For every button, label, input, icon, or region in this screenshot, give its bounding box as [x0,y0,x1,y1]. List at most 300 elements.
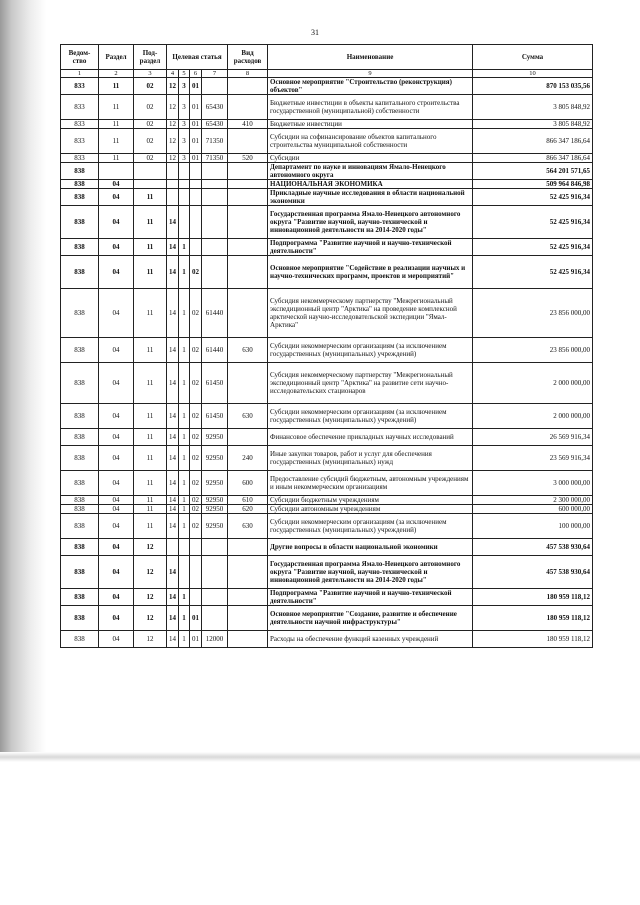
table-row [61,589,593,606]
header-vid-rashodov: Вид расходов [228,45,268,70]
table-row [61,404,593,429]
cell-cs-program: 12 [167,154,179,163]
col-number: 6 [190,70,202,78]
cell-vedomstvo: 838 [61,180,99,189]
cell-naimenovanie: Основное мероприятие "Содействие в реализации научных и научно-технических программ, проектов и мероприятий" [268,256,473,289]
cell-vedomstvo: 838 [61,163,99,180]
cell-summa: 509 964 846,98 [473,180,593,189]
cell-cs-direction: 92950 [202,514,228,539]
col-number: 2 [99,70,134,78]
cell-cs-direction: 71350 [202,154,228,163]
cell-cs-event: 02 [190,514,202,539]
cell-vedomstvo: 838 [61,496,99,505]
cell-cs-subprogram: 1 [179,514,190,539]
cell-summa: 600 000,00 [473,505,593,514]
cell-cs-program [167,180,179,189]
cell-cs-direction: 65430 [202,120,228,129]
cell-cs-subprogram: 1 [179,404,190,429]
cell-vid-rashodov [228,129,268,154]
cell-cs-event [190,589,202,606]
cell-vedomstvo: 833 [61,120,99,129]
cell-cs-event: 02 [190,505,202,514]
cell-cs-subprogram [179,163,190,180]
cell-cs-event: 02 [190,363,202,404]
cell-podrazdel: 02 [134,78,167,95]
cell-cs-direction: 65430 [202,95,228,120]
cell-summa: 457 538 930,64 [473,556,593,589]
cell-cs-subprogram: 1 [179,338,190,363]
cell-razdel: 04 [99,631,134,648]
cell-vid-rashodov [228,239,268,256]
cell-cs-program: 14 [167,363,179,404]
cell-cs-subprogram: 1 [179,471,190,496]
cell-naimenovanie: Основное мероприятие "Создание, развитие и обеспечение деятельности научной инфраструктуры" [268,606,473,631]
cell-vid-rashodov [228,180,268,189]
cell-cs-subprogram: 1 [179,589,190,606]
col-number: 7 [202,70,228,78]
table-row [61,154,593,163]
cell-razdel: 04 [99,404,134,429]
cell-cs-event: 01 [190,154,202,163]
cell-vid-rashodov: 630 [228,404,268,429]
column-number-row [61,70,593,78]
cell-cs-event [190,180,202,189]
col-number: 1 [61,70,99,78]
header-razdel: Раздел [99,45,134,70]
table-row [61,539,593,556]
cell-cs-program: 14 [167,429,179,446]
cell-podrazdel: 11 [134,363,167,404]
cell-cs-subprogram: 1 [179,631,190,648]
cell-cs-program [167,189,179,206]
cell-cs-subprogram: 1 [179,496,190,505]
cell-vedomstvo: 838 [61,239,99,256]
cell-vid-rashodov: 610 [228,496,268,505]
cell-cs-event [190,556,202,589]
table-row [61,180,593,189]
cell-naimenovanie: Субсидия некоммерческому партнерству "Межрегиональный экспедиционный центр "Арктика" на проведение комплексной арктической научно-исследовательской экспедиции "Ямал-Арктика" [268,289,473,338]
cell-cs-direction: 92950 [202,505,228,514]
table-row [61,514,593,539]
table-row [61,256,593,289]
header-vedomstvo: Ведом- ство [61,45,99,70]
cell-naimenovanie: Субсидии автономным учреждениям [268,505,473,514]
cell-vedomstvo: 838 [61,338,99,363]
header-celevaya-statya: Целевая статья [167,45,228,70]
cell-vedomstvo: 838 [61,505,99,514]
cell-razdel: 04 [99,256,134,289]
cell-podrazdel: 02 [134,120,167,129]
cell-naimenovanie: Подпрограмма "Развитие научной и научно-технической деятельности" [268,239,473,256]
cell-podrazdel: 11 [134,206,167,239]
cell-cs-program: 14 [167,631,179,648]
cell-summa: 2 000 000,00 [473,404,593,429]
cell-vid-rashodov [228,429,268,446]
cell-cs-event [190,539,202,556]
cell-podrazdel: 11 [134,404,167,429]
col-number: 5 [179,70,190,78]
cell-razdel [99,163,134,180]
cell-podrazdel: 12 [134,606,167,631]
cell-cs-program: 12 [167,78,179,95]
cell-cs-event: 02 [190,446,202,471]
scan-left-shadow [0,0,46,760]
cell-vid-rashodov [228,556,268,589]
cell-cs-event: 02 [190,338,202,363]
cell-cs-program: 14 [167,556,179,589]
cell-cs-event: 01 [190,631,202,648]
cell-cs-subprogram: 3 [179,120,190,129]
cell-naimenovanie: Другие вопросы в области национальной экономики [268,539,473,556]
cell-cs-direction: 12000 [202,631,228,648]
cell-cs-program: 12 [167,129,179,154]
cell-cs-program: 14 [167,496,179,505]
cell-cs-program: 14 [167,239,179,256]
cell-cs-subprogram [179,539,190,556]
cell-podrazdel: 11 [134,429,167,446]
cell-vedomstvo: 833 [61,95,99,120]
cell-razdel: 04 [99,429,134,446]
cell-vid-rashodov [228,256,268,289]
cell-cs-event: 01 [190,95,202,120]
cell-vid-rashodov: 240 [228,446,268,471]
page-number: 31 [311,28,319,37]
cell-summa: 23 856 000,00 [473,289,593,338]
scan-bottom-shadow [0,752,640,762]
cell-podrazdel: 11 [134,239,167,256]
cell-vedomstvo: 833 [61,129,99,154]
cell-naimenovanie: Бюджетные инвестиции в объекты капитального строительства государственной (муниципальной) собственности [268,95,473,120]
cell-razdel: 04 [99,556,134,589]
cell-summa: 52 425 916,34 [473,189,593,206]
cell-podrazdel: 02 [134,95,167,120]
table-row [61,120,593,129]
cell-vedomstvo: 838 [61,446,99,471]
cell-cs-event: 02 [190,289,202,338]
cell-cs-event: 02 [190,429,202,446]
cell-cs-direction: 61450 [202,404,228,429]
cell-vid-rashodov [228,363,268,404]
cell-vedomstvo: 838 [61,471,99,496]
cell-naimenovanie: Основное мероприятие "Строительство (реконструкция) объектов" [268,78,473,95]
cell-naimenovanie: Государственная программа Ямало-Ненецкого автономного округа "Развитие научной, научно-технической и инновационной деятельности на 2014-2020 годы" [268,556,473,589]
cell-razdel: 04 [99,514,134,539]
cell-cs-subprogram: 3 [179,78,190,95]
cell-podrazdel: 11 [134,289,167,338]
cell-vid-rashodov [228,631,268,648]
table-row [61,129,593,154]
table-row [61,471,593,496]
cell-cs-subprogram: 1 [179,363,190,404]
cell-podrazdel: 11 [134,505,167,514]
cell-cs-direction [202,606,228,631]
cell-summa: 564 201 571,65 [473,163,593,180]
cell-summa: 180 959 118,12 [473,631,593,648]
cell-vid-rashodov [228,163,268,180]
cell-summa: 52 425 916,34 [473,256,593,289]
cell-cs-program [167,539,179,556]
cell-vid-rashodov [228,589,268,606]
table-row [61,429,593,446]
cell-razdel: 04 [99,189,134,206]
cell-naimenovanie: Расходы на обеспечение функций казенных учреждений [268,631,473,648]
cell-razdel: 04 [99,496,134,505]
cell-vedomstvo: 838 [61,289,99,338]
cell-naimenovanie: Предоставление субсидий бюджетным, автономным учреждениям и иным некоммерческим организациям [268,471,473,496]
cell-cs-program: 14 [167,446,179,471]
cell-summa: 23 569 916,34 [473,446,593,471]
table-row [61,363,593,404]
cell-cs-event: 01 [190,606,202,631]
cell-cs-subprogram [179,556,190,589]
cell-cs-event: 02 [190,496,202,505]
cell-cs-direction [202,239,228,256]
cell-razdel: 04 [99,505,134,514]
cell-vid-rashodov [228,539,268,556]
cell-cs-program [167,163,179,180]
cell-cs-subprogram: 3 [179,95,190,120]
cell-summa: 866 347 186,64 [473,154,593,163]
cell-razdel: 11 [99,154,134,163]
cell-cs-subprogram: 1 [179,429,190,446]
cell-cs-direction: 92950 [202,429,228,446]
cell-vedomstvo: 838 [61,514,99,539]
cell-podrazdel [134,180,167,189]
table-body [61,78,593,648]
cell-naimenovanie: Субсидии [268,154,473,163]
cell-cs-event: 02 [190,471,202,496]
cell-summa: 100 000,00 [473,514,593,539]
cell-naimenovanie: Финансовое обеспечение прикладных научных исследований [268,429,473,446]
cell-cs-subprogram: 1 [179,256,190,289]
cell-summa: 180 959 118,12 [473,606,593,631]
cell-vid-rashodov [228,95,268,120]
cell-summa: 52 425 916,34 [473,239,593,256]
cell-cs-subprogram: 3 [179,154,190,163]
cell-cs-event: 01 [190,78,202,95]
cell-razdel: 11 [99,120,134,129]
cell-razdel: 04 [99,206,134,239]
table-row [61,239,593,256]
table-row [61,163,593,180]
cell-summa: 3 805 848,92 [473,95,593,120]
table-row [61,78,593,95]
cell-naimenovanie: Департамент по науке и инновациям Ямало-Ненецкого автономного округа [268,163,473,180]
cell-cs-subprogram: 1 [179,289,190,338]
cell-cs-subprogram [179,180,190,189]
cell-summa: 457 538 930,64 [473,539,593,556]
cell-summa: 26 569 916,34 [473,429,593,446]
cell-vedomstvo: 838 [61,589,99,606]
cell-cs-program: 14 [167,514,179,539]
cell-cs-direction: 92950 [202,446,228,471]
cell-vid-rashodov: 600 [228,471,268,496]
cell-cs-direction [202,163,228,180]
cell-podrazdel: 02 [134,154,167,163]
cell-cs-event [190,239,202,256]
cell-naimenovanie: НАЦИОНАЛЬНАЯ ЭКОНОМИКА [268,180,473,189]
cell-vid-rashodov: 620 [228,505,268,514]
table-row [61,189,593,206]
cell-summa: 870 153 035,56 [473,78,593,95]
cell-vid-rashodov: 520 [228,154,268,163]
budget-table [60,44,593,648]
cell-naimenovanie: Субсидии на софинансирование объектов капитального строительства муниципальной собственности [268,129,473,154]
cell-vid-rashodov [228,289,268,338]
cell-cs-event: 01 [190,120,202,129]
cell-podrazdel: 12 [134,539,167,556]
cell-vedomstvo: 838 [61,631,99,648]
cell-vedomstvo: 838 [61,539,99,556]
cell-summa: 2 000 000,00 [473,363,593,404]
cell-razdel: 11 [99,78,134,95]
cell-cs-program: 14 [167,589,179,606]
cell-cs-subprogram: 1 [179,505,190,514]
cell-podrazdel: 12 [134,556,167,589]
cell-cs-direction: 61440 [202,289,228,338]
cell-naimenovanie: Прикладные научные исследования в области национальной экономики [268,189,473,206]
cell-vid-rashodov: 630 [228,514,268,539]
cell-cs-direction [202,256,228,289]
cell-cs-direction: 92950 [202,496,228,505]
cell-naimenovanie: Субсидия некоммерческому партнерству "Межрегиональный экспедиционный центр "Арктика" на развитие сети научно-исследовательских стационаров [268,363,473,404]
cell-razdel: 04 [99,539,134,556]
cell-podrazdel: 12 [134,631,167,648]
cell-cs-program: 14 [167,338,179,363]
cell-cs-direction: 92950 [202,471,228,496]
cell-cs-subprogram: 1 [179,446,190,471]
cell-summa: 23 856 000,00 [473,338,593,363]
cell-cs-subprogram [179,189,190,206]
cell-cs-event: 02 [190,404,202,429]
cell-vedomstvo: 838 [61,606,99,631]
cell-summa: 2 300 000,00 [473,496,593,505]
table-row [61,289,593,338]
cell-cs-program: 14 [167,505,179,514]
cell-podrazdel: 11 [134,256,167,289]
col-number: 8 [228,70,268,78]
cell-naimenovanie: Субсидии некоммерческим организациям (за исключением государственных (муниципальных) учреждений) [268,404,473,429]
table-row [61,496,593,505]
cell-cs-program: 14 [167,606,179,631]
cell-vedomstvo: 838 [61,363,99,404]
cell-cs-program: 14 [167,289,179,338]
cell-naimenovanie: Государственная программа Ямало-Ненецкого автономного округа "Развитие научной, научно-технической и инновационной деятельности на 2014-2020 годы" [268,206,473,239]
cell-cs-direction [202,78,228,95]
cell-cs-program: 14 [167,471,179,496]
cell-naimenovanie: Субсидии бюджетным учреждениям [268,496,473,505]
cell-cs-subprogram [179,206,190,239]
cell-razdel: 11 [99,95,134,120]
cell-vid-rashodov: 630 [228,338,268,363]
cell-cs-direction [202,589,228,606]
cell-vedomstvo: 833 [61,154,99,163]
cell-razdel: 04 [99,289,134,338]
cell-vedomstvo: 833 [61,78,99,95]
cell-naimenovanie: Подпрограмма "Развитие научной и научно-технической деятельности" [268,589,473,606]
cell-summa: 3 805 848,92 [473,120,593,129]
cell-cs-event [190,163,202,180]
cell-cs-program: 12 [167,120,179,129]
cell-podrazdel: 12 [134,589,167,606]
cell-cs-direction: 71350 [202,129,228,154]
header-summa: Сумма [473,45,593,70]
cell-vid-rashodov [228,606,268,631]
cell-cs-event: 02 [190,256,202,289]
header-podrazdel: Под- раздел [134,45,167,70]
cell-naimenovanie: Субсидии некоммерческим организациям (за исключением государственных (муниципальных) учреждений) [268,514,473,539]
table-row [61,95,593,120]
cell-vid-rashodov [228,206,268,239]
cell-vedomstvo: 838 [61,189,99,206]
cell-razdel: 04 [99,239,134,256]
cell-cs-event [190,206,202,239]
cell-podrazdel: 11 [134,471,167,496]
table-row [61,446,593,471]
cell-razdel: 04 [99,363,134,404]
cell-razdel: 04 [99,338,134,363]
cell-cs-direction: 61440 [202,338,228,363]
cell-podrazdel: 02 [134,129,167,154]
cell-cs-program: 14 [167,256,179,289]
cell-cs-subprogram: 3 [179,129,190,154]
cell-summa: 180 959 118,12 [473,589,593,606]
table-row [61,338,593,363]
cell-cs-program: 14 [167,206,179,239]
cell-cs-event: 01 [190,129,202,154]
cell-podrazdel: 11 [134,446,167,471]
col-number: 10 [473,70,593,78]
cell-cs-event [190,189,202,206]
cell-vid-rashodov [228,189,268,206]
cell-cs-program: 12 [167,95,179,120]
cell-vedomstvo: 838 [61,556,99,589]
cell-podrazdel [134,163,167,180]
cell-vedomstvo: 838 [61,256,99,289]
cell-vedomstvo: 838 [61,429,99,446]
cell-podrazdel: 11 [134,338,167,363]
cell-razdel: 04 [99,180,134,189]
table-row [61,556,593,589]
table-row [61,505,593,514]
cell-summa: 866 347 186,64 [473,129,593,154]
cell-naimenovanie: Бюджетные инвестиции [268,120,473,129]
cell-vedomstvo: 838 [61,404,99,429]
cell-summa: 52 425 916,34 [473,206,593,239]
col-number: 3 [134,70,167,78]
cell-razdel: 11 [99,129,134,154]
cell-razdel: 04 [99,446,134,471]
cell-cs-direction [202,206,228,239]
cell-vid-rashodov [228,78,268,95]
cell-vedomstvo: 838 [61,206,99,239]
cell-naimenovanie: Иные закупки товаров, работ и услуг для обеспечения государственных (муниципальных) нужд [268,446,473,471]
table-row [61,206,593,239]
table-header-row [61,45,593,70]
cell-cs-direction [202,189,228,206]
cell-razdel: 04 [99,606,134,631]
cell-podrazdel: 11 [134,189,167,206]
cell-summa: 3 000 000,00 [473,471,593,496]
col-number: 9 [268,70,473,78]
cell-razdel: 04 [99,471,134,496]
table-row [61,606,593,631]
cell-cs-subprogram: 1 [179,239,190,256]
table-row [61,631,593,648]
cell-cs-direction [202,539,228,556]
cell-razdel: 04 [99,589,134,606]
cell-naimenovanie: Субсидии некоммерческим организациям (за исключением государственных (муниципальных) учреждений) [268,338,473,363]
